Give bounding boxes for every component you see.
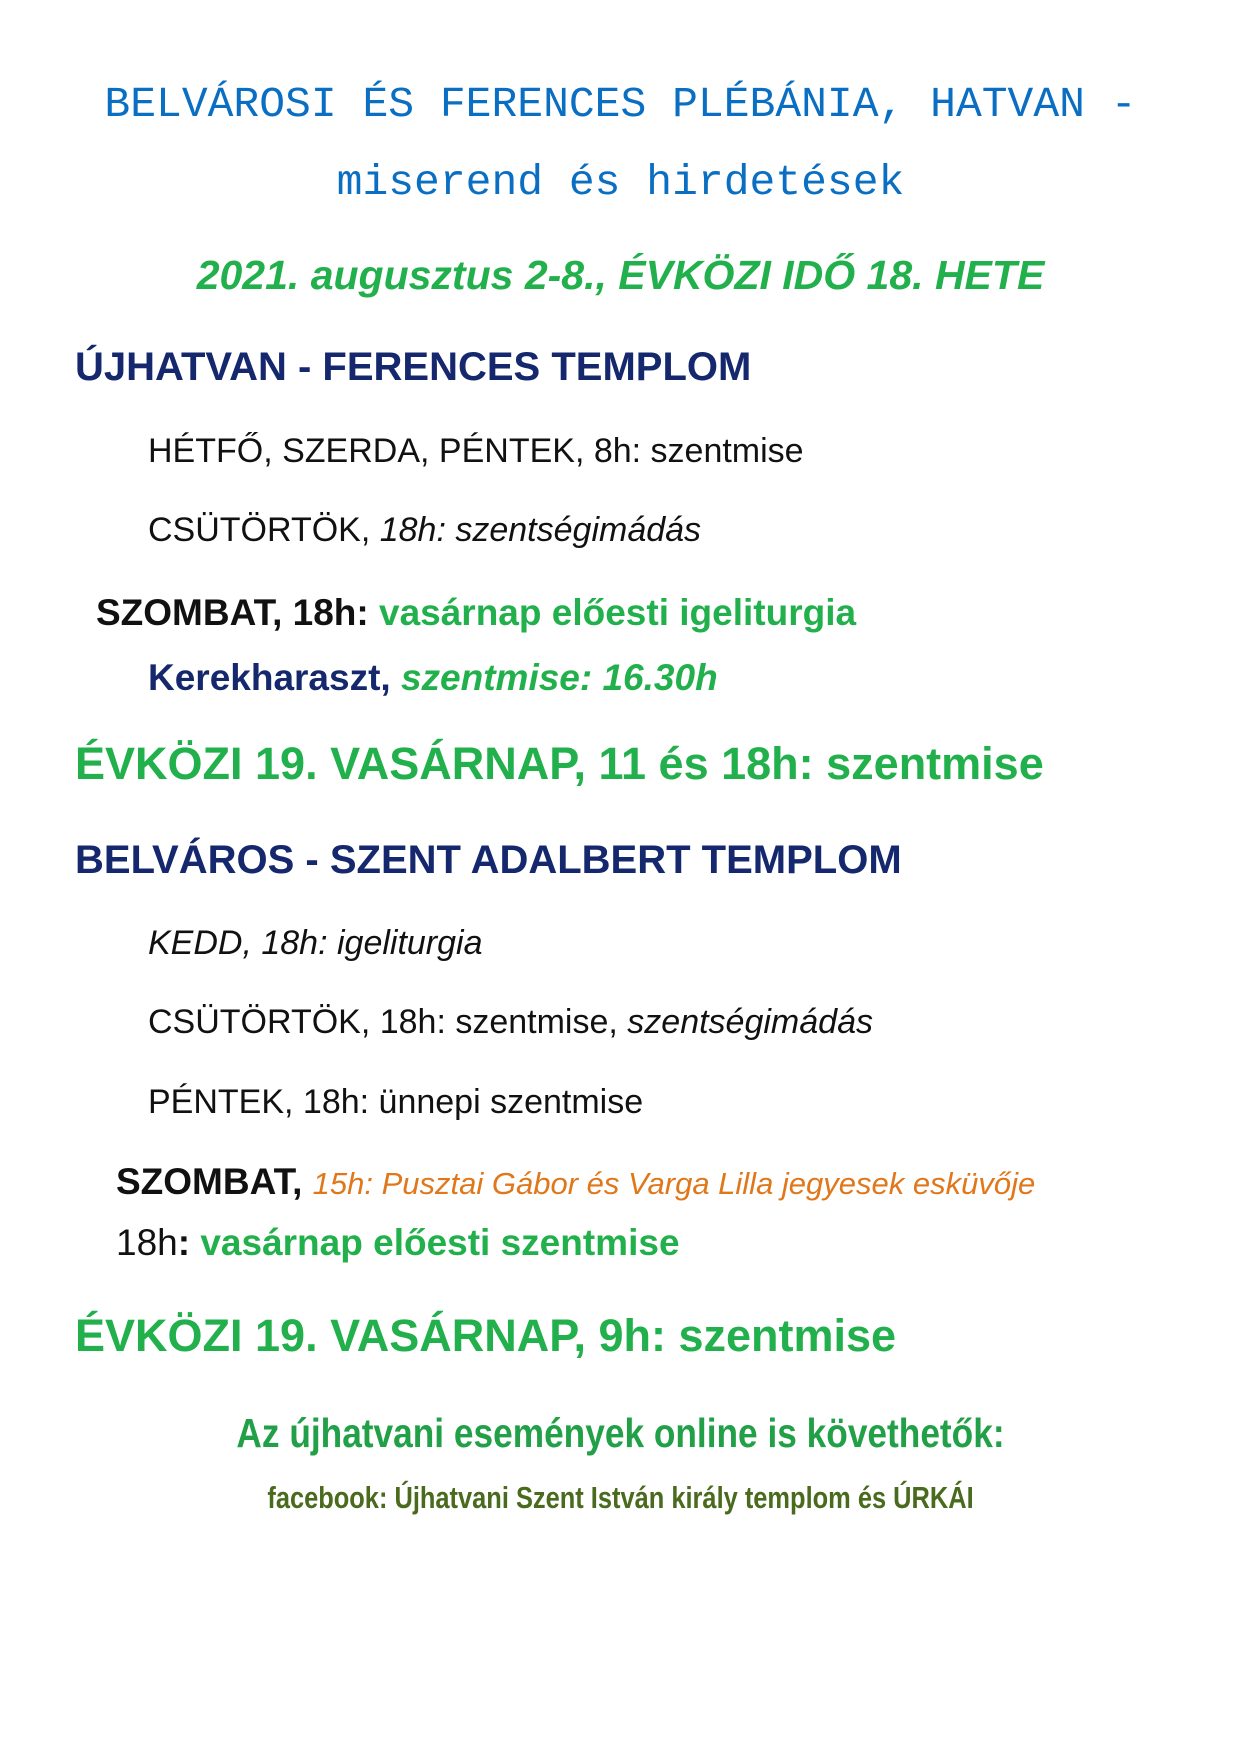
ujhatvan-sunday: ÉVKÖZI 19. VASÁRNAP, 11 és 18h: szentmise — [75, 738, 1044, 789]
belvaros-row-thursday — [148, 1003, 873, 1042]
week-label: 2021. augusztus 2-8., ÉVKÖZI IDŐ 18. HETE — [196, 252, 1045, 298]
belvaros-saturday-time: 18h — [116, 1222, 178, 1263]
belvaros-heading: BELVÁROS - SZENT ADALBERT TEMPLOM — [75, 838, 902, 882]
ujhatvan-row-saturday — [96, 592, 856, 634]
ujhatvan-row-kerekharaszt — [148, 657, 718, 699]
ujhatvan-thursday-day: CSÜTÖRTÖK, — [148, 511, 380, 549]
facebook-notice: facebook: Újhatvani Szent István király templom és ÚRKÁI — [267, 1480, 974, 1515]
belvaros-row-saturday — [116, 1161, 1035, 1203]
ujhatvan-saturday-event: vasárnap előesti igeliturgia — [379, 592, 857, 633]
ujhatvan-thursday-event: 18h: szentségimádás — [379, 511, 702, 549]
ujhatvan-row-thursday — [148, 511, 701, 550]
online-notice: Az újhatvani események online is követhetők: — [236, 1410, 1005, 1456]
page-subtitle: miserend és hirdetések — [336, 158, 905, 207]
ujhatvan-heading: ÚJHATVAN - FERENCES TEMPLOM — [75, 345, 752, 389]
belvaros-thursday-plain: CSÜTÖRTÖK, 18h: szentmise, — [148, 1003, 628, 1041]
belvaros-saturday-wedding: 15h: Pusztai Gábor és Varga Lilla jegyesek esküvője — [312, 1166, 1036, 1201]
belvaros-thursday-italic: szentségimádás — [627, 1003, 873, 1041]
page-title: BELVÁROSI ÉS FERENCES PLÉBÁNIA, HATVAN - — [104, 80, 1137, 129]
belvaros-row-tuesday: KEDD, 18h: igeliturgia — [148, 924, 483, 962]
ujhatvan-saturday-day: SZOMBAT, 18h: — [96, 592, 379, 633]
belvaros-saturday-colon: : — [177, 1222, 201, 1263]
kerekharaszt-place: Kerekharaszt, — [148, 657, 401, 698]
belvaros-sunday: ÉVKÖZI 19. VASÁRNAP, 9h: szentmise — [75, 1310, 897, 1361]
belvaros-row-friday: PÉNTEK, 18h: ünnepi szentmise — [148, 1083, 644, 1121]
belvaros-saturday-evening-event: vasárnap előesti szentmise — [200, 1222, 680, 1263]
ujhatvan-row-weekdays: HÉTFŐ, SZERDA, PÉNTEK, 8h: szentmise — [148, 432, 804, 470]
belvaros-row-saturday-evening — [116, 1222, 680, 1264]
belvaros-saturday-day: SZOMBAT, — [116, 1161, 313, 1202]
kerekharaszt-event: szentmise: 16.30h — [400, 657, 718, 698]
